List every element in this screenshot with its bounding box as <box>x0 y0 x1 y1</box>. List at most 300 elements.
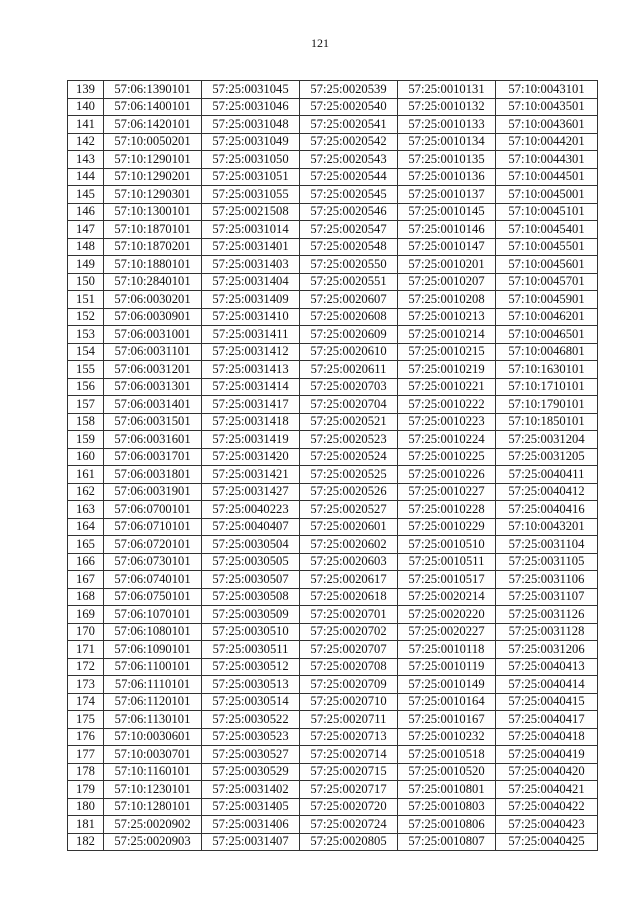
row-number-cell: 159 <box>68 431 104 449</box>
cadastral-number-cell: 57:25:0020524 <box>300 448 398 466</box>
cadastral-number-cell: 57:06:1070101 <box>104 606 202 624</box>
cadastral-number-cell: 57:25:0031409 <box>202 291 300 309</box>
cadastral-number-cell: 57:25:0010201 <box>398 256 496 274</box>
cadastral-number-cell: 57:10:0045901 <box>496 291 598 309</box>
cadastral-number-cell: 57:25:0020609 <box>300 326 398 344</box>
table-row <box>68 116 598 134</box>
cadastral-number-cell: 57:10:1280101 <box>104 798 202 816</box>
cadastral-number-cell: 57:25:0020720 <box>300 798 398 816</box>
table-row <box>68 623 598 641</box>
row-number-cell: 148 <box>68 238 104 256</box>
table-row <box>68 186 598 204</box>
table-row <box>68 641 598 659</box>
cadastral-number-cell: 57:25:0040411 <box>496 466 598 484</box>
cadastral-number-cell: 57:25:0020603 <box>300 553 398 571</box>
table-row <box>68 658 598 676</box>
cadastral-number-cell: 57:25:0040423 <box>496 816 598 834</box>
table-row <box>68 816 598 834</box>
cadastral-number-cell: 57:06:0730101 <box>104 553 202 571</box>
cadastral-number-cell: 57:25:0031404 <box>202 273 300 291</box>
cadastral-number-cell: 57:10:1300101 <box>104 203 202 221</box>
row-number-cell: 170 <box>68 623 104 641</box>
row-number-cell: 161 <box>68 466 104 484</box>
table-row <box>68 483 598 501</box>
cadastral-number-cell: 57:25:0031410 <box>202 308 300 326</box>
cadastral-number-cell: 57:06:0031201 <box>104 361 202 379</box>
cadastral-number-cell: 57:25:0010510 <box>398 536 496 554</box>
table-row <box>68 606 598 624</box>
row-number-cell: 153 <box>68 326 104 344</box>
row-number-cell: 156 <box>68 378 104 396</box>
cadastral-number-cell: 57:10:1710101 <box>496 378 598 396</box>
cadastral-number-cell: 57:25:0010807 <box>398 833 496 851</box>
table-row <box>68 763 598 781</box>
cadastral-number-cell: 57:25:0020526 <box>300 483 398 501</box>
table-row <box>68 81 598 99</box>
table-row <box>68 466 598 484</box>
row-number-cell: 175 <box>68 711 104 729</box>
cadastral-number-cell: 57:06:1130101 <box>104 711 202 729</box>
cadastral-number-cell: 57:25:0020548 <box>300 238 398 256</box>
table-row <box>68 343 598 361</box>
row-number-cell: 182 <box>68 833 104 851</box>
row-number-cell: 163 <box>68 501 104 519</box>
cadastral-number-cell: 57:25:0010232 <box>398 728 496 746</box>
cadastral-number-cell: 57:25:0020527 <box>300 501 398 519</box>
table-row <box>68 711 598 729</box>
table-row <box>68 518 598 536</box>
cadastral-number-cell: 57:06:0031101 <box>104 343 202 361</box>
cadastral-number-cell: 57:25:0010119 <box>398 658 496 676</box>
row-number-cell: 174 <box>68 693 104 711</box>
cadastral-number-cell: 57:06:1080101 <box>104 623 202 641</box>
cadastral-number-cell: 57:06:0031801 <box>104 466 202 484</box>
cadastral-number-cell: 57:10:1230101 <box>104 781 202 799</box>
cadastral-number-cell: 57:10:0046801 <box>496 343 598 361</box>
cadastral-number-cell: 57:25:0020724 <box>300 816 398 834</box>
cadastral-number-cell: 57:25:0010520 <box>398 763 496 781</box>
cadastral-number-cell: 57:25:0020713 <box>300 728 398 746</box>
cadastral-number-cell: 57:25:0010227 <box>398 483 496 501</box>
cadastral-number-cell: 57:25:0020701 <box>300 606 398 624</box>
cadastral-number-cell: 57:25:0031048 <box>202 116 300 134</box>
cadastral-number-cell: 57:25:0010132 <box>398 98 496 116</box>
row-number-cell: 168 <box>68 588 104 606</box>
cadastral-number-cell: 57:25:0031014 <box>202 221 300 239</box>
row-number-cell: 179 <box>68 781 104 799</box>
cadastral-number-cell: 57:25:0020710 <box>300 693 398 711</box>
cadastral-number-cell: 57:25:0010134 <box>398 133 496 151</box>
cadastral-number-cell: 57:25:0020610 <box>300 343 398 361</box>
cadastral-number-cell: 57:25:0010208 <box>398 291 496 309</box>
cadastral-number-cell: 57:25:0010146 <box>398 221 496 239</box>
cadastral-number-cell: 57:25:0030527 <box>202 746 300 764</box>
row-number-cell: 145 <box>68 186 104 204</box>
cadastral-number-cell: 57:25:0031106 <box>496 571 598 589</box>
cadastral-number-cell: 57:10:0043101 <box>496 81 598 99</box>
cadastral-number-cell: 57:25:0010806 <box>398 816 496 834</box>
cadastral-number-cell: 57:10:2840101 <box>104 273 202 291</box>
cadastral-number-cell: 57:06:0031001 <box>104 326 202 344</box>
cadastral-number-cell: 57:25:0030523 <box>202 728 300 746</box>
cadastral-number-cell: 57:25:0031406 <box>202 816 300 834</box>
cadastral-number-cell: 57:25:0031402 <box>202 781 300 799</box>
cadastral-number-cell: 57:25:0010228 <box>398 501 496 519</box>
row-number-cell: 140 <box>68 98 104 116</box>
cadastral-number-cell: 57:25:0020542 <box>300 133 398 151</box>
cadastral-number-cell: 57:25:0030511 <box>202 641 300 659</box>
table-row <box>68 728 598 746</box>
cadastral-number-cell: 57:06:0700101 <box>104 501 202 519</box>
cadastral-number-cell: 57:25:0010118 <box>398 641 496 659</box>
cadastral-number-cell: 57:25:0020805 <box>300 833 398 851</box>
cadastral-number-cell: 57:25:0020707 <box>300 641 398 659</box>
cadastral-number-cell: 57:25:0010149 <box>398 676 496 694</box>
cadastral-number-cell: 57:25:0040223 <box>202 501 300 519</box>
cadastral-number-cell: 57:25:0031401 <box>202 238 300 256</box>
cadastral-number-cell: 57:25:0010145 <box>398 203 496 221</box>
row-number-cell: 142 <box>68 133 104 151</box>
cadastral-number-cell: 57:25:0010167 <box>398 711 496 729</box>
cadastral-number-cell: 57:25:0031128 <box>496 623 598 641</box>
cadastral-number-cell: 57:25:0031049 <box>202 133 300 151</box>
cadastral-number-cell: 57:10:0045001 <box>496 186 598 204</box>
cadastral-number-cell: 57:25:0020214 <box>398 588 496 606</box>
cadastral-number-cell: 57:06:0031901 <box>104 483 202 501</box>
row-number-cell: 177 <box>68 746 104 764</box>
cadastral-number-cell: 57:25:0040412 <box>496 483 598 501</box>
cadastral-number-cell: 57:25:0010221 <box>398 378 496 396</box>
cadastral-number-cell: 57:25:0040425 <box>496 833 598 851</box>
cadastral-number-cell: 57:10:1850101 <box>496 413 598 431</box>
cadastral-number-cell: 57:10:0045101 <box>496 203 598 221</box>
cadastral-number-cell: 57:25:0031421 <box>202 466 300 484</box>
cadastral-number-cell: 57:06:0031701 <box>104 448 202 466</box>
table-row <box>68 291 598 309</box>
cadastral-number-cell: 57:25:0010215 <box>398 343 496 361</box>
cadastral-number-cell: 57:25:0010131 <box>398 81 496 99</box>
cadastral-number-cell: 57:06:1100101 <box>104 658 202 676</box>
cadastral-number-cell: 57:25:0010219 <box>398 361 496 379</box>
cadastral-number-cell: 57:25:0040413 <box>496 658 598 676</box>
cadastral-number-cell: 57:25:0020525 <box>300 466 398 484</box>
table-row <box>68 571 598 589</box>
cadastral-number-cell: 57:25:0031204 <box>496 431 598 449</box>
cadastral-number-cell: 57:25:0031413 <box>202 361 300 379</box>
row-number-cell: 151 <box>68 291 104 309</box>
cadastral-number-cell: 57:06:0031601 <box>104 431 202 449</box>
table-row <box>68 378 598 396</box>
cadastral-number-cell: 57:25:0020704 <box>300 396 398 414</box>
cadastral-number-cell: 57:25:0010137 <box>398 186 496 204</box>
cadastral-number-cell: 57:25:0031414 <box>202 378 300 396</box>
cadastral-number-cell: 57:25:0040422 <box>496 798 598 816</box>
row-number-cell: 146 <box>68 203 104 221</box>
cadastral-number-cell: 57:06:1120101 <box>104 693 202 711</box>
cadastral-number-cell: 57:25:0010226 <box>398 466 496 484</box>
cadastral-number-cell: 57:25:0020715 <box>300 763 398 781</box>
cadastral-number-cell: 57:25:0030514 <box>202 693 300 711</box>
cadastral-number-cell: 57:25:0031407 <box>202 833 300 851</box>
cadastral-number-cell: 57:10:1790101 <box>496 396 598 414</box>
cadastral-number-cell: 57:25:0010136 <box>398 168 496 186</box>
cadastral-number-cell: 57:10:1290201 <box>104 168 202 186</box>
table-row <box>68 501 598 519</box>
table-row <box>68 203 598 221</box>
cadastral-number-cell: 57:25:0020523 <box>300 431 398 449</box>
table-row <box>68 221 598 239</box>
cadastral-number-cell: 57:25:0030529 <box>202 763 300 781</box>
table-row <box>68 273 598 291</box>
cadastral-number-cell: 57:25:0020601 <box>300 518 398 536</box>
row-number-cell: 178 <box>68 763 104 781</box>
cadastral-number-cell: 57:10:1290101 <box>104 151 202 169</box>
cadastral-number-cell: 57:25:0030508 <box>202 588 300 606</box>
row-number-cell: 165 <box>68 536 104 554</box>
cadastral-number-cell: 57:25:0040417 <box>496 711 598 729</box>
cadastral-number-cell: 57:25:0040415 <box>496 693 598 711</box>
row-number-cell: 166 <box>68 553 104 571</box>
cadastral-number-cell: 57:25:0031055 <box>202 186 300 204</box>
row-number-cell: 157 <box>68 396 104 414</box>
cadastral-number-cell: 57:06:1110101 <box>104 676 202 694</box>
cadastral-number-cell: 57:10:0043501 <box>496 98 598 116</box>
cadastral-number-cell: 57:06:1090101 <box>104 641 202 659</box>
cadastral-number-cell: 57:25:0020714 <box>300 746 398 764</box>
cadastral-number-cell: 57:25:0010133 <box>398 116 496 134</box>
cadastral-number-cell: 57:25:0030504 <box>202 536 300 554</box>
cadastral-number-cell: 57:25:0031405 <box>202 798 300 816</box>
cadastral-number-cell: 57:25:0020540 <box>300 98 398 116</box>
cadastral-number-cell: 57:10:0030701 <box>104 746 202 764</box>
cadastral-table <box>67 80 598 851</box>
cadastral-number-cell: 57:25:0020539 <box>300 81 398 99</box>
table-body <box>68 81 598 851</box>
cadastral-number-cell: 57:10:1870101 <box>104 221 202 239</box>
cadastral-number-cell: 57:25:0031051 <box>202 168 300 186</box>
table-row <box>68 746 598 764</box>
cadastral-number-cell: 57:25:0010223 <box>398 413 496 431</box>
cadastral-number-cell: 57:25:0040421 <box>496 781 598 799</box>
cadastral-number-cell: 57:10:1290301 <box>104 186 202 204</box>
cadastral-number-cell: 57:25:0010801 <box>398 781 496 799</box>
cadastral-number-cell: 57:25:0020546 <box>300 203 398 221</box>
table-row <box>68 448 598 466</box>
cadastral-number-cell: 57:10:0045701 <box>496 273 598 291</box>
cadastral-number-cell: 57:06:0031301 <box>104 378 202 396</box>
cadastral-number-cell: 57:10:0044501 <box>496 168 598 186</box>
row-number-cell: 160 <box>68 448 104 466</box>
cadastral-number-cell: 57:06:1400101 <box>104 98 202 116</box>
row-number-cell: 162 <box>68 483 104 501</box>
cadastral-number-cell: 57:10:0030601 <box>104 728 202 746</box>
cadastral-number-cell: 57:25:0020545 <box>300 186 398 204</box>
cadastral-number-cell: 57:10:0046201 <box>496 308 598 326</box>
table-row <box>68 693 598 711</box>
cadastral-number-cell: 57:06:0710101 <box>104 518 202 536</box>
cadastral-number-cell: 57:25:0020541 <box>300 116 398 134</box>
cadastral-number-cell: 57:06:0750101 <box>104 588 202 606</box>
table-row <box>68 98 598 116</box>
table-row <box>68 588 598 606</box>
row-number-cell: 147 <box>68 221 104 239</box>
row-number-cell: 158 <box>68 413 104 431</box>
cadastral-number-cell: 57:25:0031419 <box>202 431 300 449</box>
cadastral-number-cell: 57:25:0020220 <box>398 606 496 624</box>
cadastral-number-cell: 57:25:0020602 <box>300 536 398 554</box>
cadastral-number-cell: 57:25:0020543 <box>300 151 398 169</box>
table-row <box>68 798 598 816</box>
cadastral-number-cell: 57:25:0031403 <box>202 256 300 274</box>
cadastral-number-cell: 57:25:0010225 <box>398 448 496 466</box>
cadastral-number-cell: 57:25:0020607 <box>300 291 398 309</box>
cadastral-number-cell: 57:10:0045601 <box>496 256 598 274</box>
cadastral-number-cell: 57:25:0031105 <box>496 553 598 571</box>
cadastral-number-cell: 57:25:0020521 <box>300 413 398 431</box>
cadastral-number-cell: 57:06:0720101 <box>104 536 202 554</box>
cadastral-number-cell: 57:25:0010803 <box>398 798 496 816</box>
cadastral-number-cell: 57:25:0010224 <box>398 431 496 449</box>
cadastral-number-cell: 57:25:0010207 <box>398 273 496 291</box>
cadastral-number-cell: 57:25:0010518 <box>398 746 496 764</box>
cadastral-number-cell: 57:25:0030509 <box>202 606 300 624</box>
row-number-cell: 180 <box>68 798 104 816</box>
cadastral-number-cell: 57:25:0030510 <box>202 623 300 641</box>
cadastral-number-cell: 57:25:0031206 <box>496 641 598 659</box>
cadastral-number-cell: 57:25:0040416 <box>496 501 598 519</box>
cadastral-number-cell: 57:25:0031411 <box>202 326 300 344</box>
row-number-cell: 152 <box>68 308 104 326</box>
cadastral-number-cell: 57:25:0031412 <box>202 343 300 361</box>
cadastral-number-cell: 57:25:0040419 <box>496 746 598 764</box>
cadastral-number-cell: 57:10:1870201 <box>104 238 202 256</box>
table-row <box>68 553 598 571</box>
cadastral-number-cell: 57:25:0030505 <box>202 553 300 571</box>
table-row <box>68 256 598 274</box>
cadastral-number-cell: 57:25:0020711 <box>300 711 398 729</box>
cadastral-number-cell: 57:06:0030901 <box>104 308 202 326</box>
cadastral-number-cell: 57:10:0044301 <box>496 151 598 169</box>
cadastral-number-cell: 57:25:0020544 <box>300 168 398 186</box>
cadastral-number-cell: 57:25:0010517 <box>398 571 496 589</box>
cadastral-number-cell: 57:25:0031126 <box>496 606 598 624</box>
row-number-cell: 149 <box>68 256 104 274</box>
cadastral-number-cell: 57:10:0046501 <box>496 326 598 344</box>
cadastral-number-cell: 57:06:1390101 <box>104 81 202 99</box>
cadastral-number-cell: 57:25:0010213 <box>398 308 496 326</box>
table-row <box>68 413 598 431</box>
cadastral-number-cell: 57:25:0031046 <box>202 98 300 116</box>
row-number-cell: 139 <box>68 81 104 99</box>
table-row <box>68 431 598 449</box>
row-number-cell: 176 <box>68 728 104 746</box>
row-number-cell: 181 <box>68 816 104 834</box>
cadastral-number-cell: 57:25:0010164 <box>398 693 496 711</box>
cadastral-number-cell: 57:25:0040407 <box>202 518 300 536</box>
table-row <box>68 326 598 344</box>
cadastral-number-cell: 57:25:0010511 <box>398 553 496 571</box>
cadastral-number-cell: 57:25:0020709 <box>300 676 398 694</box>
cadastral-number-cell: 57:25:0020547 <box>300 221 398 239</box>
cadastral-number-cell: 57:25:0010222 <box>398 396 496 414</box>
cadastral-number-cell: 57:25:0020708 <box>300 658 398 676</box>
cadastral-number-cell: 57:25:0010229 <box>398 518 496 536</box>
table-row <box>68 833 598 851</box>
row-number-cell: 164 <box>68 518 104 536</box>
table-row <box>68 308 598 326</box>
cadastral-number-cell: 57:25:0020611 <box>300 361 398 379</box>
cadastral-number-cell: 57:10:0045501 <box>496 238 598 256</box>
cadastral-number-cell: 57:25:0020608 <box>300 308 398 326</box>
row-number-cell: 143 <box>68 151 104 169</box>
cadastral-number-cell: 57:10:0045401 <box>496 221 598 239</box>
cadastral-number-cell: 57:25:0031418 <box>202 413 300 431</box>
cadastral-number-cell: 57:25:0030522 <box>202 711 300 729</box>
cadastral-number-cell: 57:10:0044201 <box>496 133 598 151</box>
table-row <box>68 361 598 379</box>
cadastral-number-cell: 57:25:0020550 <box>300 256 398 274</box>
cadastral-number-cell: 57:25:0031427 <box>202 483 300 501</box>
cadastral-number-cell: 57:25:0010147 <box>398 238 496 256</box>
table-row <box>68 781 598 799</box>
cadastral-number-cell: 57:25:0031107 <box>496 588 598 606</box>
cadastral-number-cell: 57:25:0031050 <box>202 151 300 169</box>
cadastral-number-cell: 57:25:0021508 <box>202 203 300 221</box>
table-row <box>68 168 598 186</box>
cadastral-number-cell: 57:25:0040414 <box>496 676 598 694</box>
table-row <box>68 676 598 694</box>
cadastral-number-cell: 57:06:0031401 <box>104 396 202 414</box>
cadastral-number-cell: 57:25:0020717 <box>300 781 398 799</box>
page-number: 121 <box>311 36 329 50</box>
cadastral-number-cell: 57:06:0740101 <box>104 571 202 589</box>
row-number-cell: 167 <box>68 571 104 589</box>
cadastral-number-cell: 57:06:0030201 <box>104 291 202 309</box>
table-row <box>68 238 598 256</box>
row-number-cell: 154 <box>68 343 104 361</box>
cadastral-number-cell: 57:25:0020703 <box>300 378 398 396</box>
cadastral-number-cell: 57:25:0020617 <box>300 571 398 589</box>
row-number-cell: 172 <box>68 658 104 676</box>
cadastral-number-cell: 57:25:0030507 <box>202 571 300 589</box>
table-row <box>68 396 598 414</box>
table-row <box>68 151 598 169</box>
row-number-cell: 155 <box>68 361 104 379</box>
cadastral-number-cell: 57:10:1160101 <box>104 763 202 781</box>
table-row <box>68 536 598 554</box>
cadastral-number-cell: 57:06:0031501 <box>104 413 202 431</box>
cadastral-number-cell: 57:06:1420101 <box>104 116 202 134</box>
cadastral-number-cell: 57:25:0031420 <box>202 448 300 466</box>
cadastral-number-cell: 57:25:0020618 <box>300 588 398 606</box>
cadastral-number-cell: 57:25:0010135 <box>398 151 496 169</box>
cadastral-number-cell: 57:25:0020702 <box>300 623 398 641</box>
cadastral-number-cell: 57:25:0020227 <box>398 623 496 641</box>
cadastral-number-cell: 57:25:0020551 <box>300 273 398 291</box>
cadastral-number-cell: 57:25:0031045 <box>202 81 300 99</box>
cadastral-number-cell: 57:25:0031417 <box>202 396 300 414</box>
cadastral-number-cell: 57:10:0050201 <box>104 133 202 151</box>
cadastral-number-cell: 57:25:0031205 <box>496 448 598 466</box>
cadastral-number-cell: 57:10:1630101 <box>496 361 598 379</box>
cadastral-number-cell: 57:10:0043601 <box>496 116 598 134</box>
row-number-cell: 150 <box>68 273 104 291</box>
cadastral-number-cell: 57:25:0030513 <box>202 676 300 694</box>
cadastral-number-cell: 57:25:0020902 <box>104 816 202 834</box>
cadastral-number-cell: 57:25:0031104 <box>496 536 598 554</box>
cadastral-number-cell: 57:25:0010214 <box>398 326 496 344</box>
cadastral-number-cell: 57:25:0020903 <box>104 833 202 851</box>
